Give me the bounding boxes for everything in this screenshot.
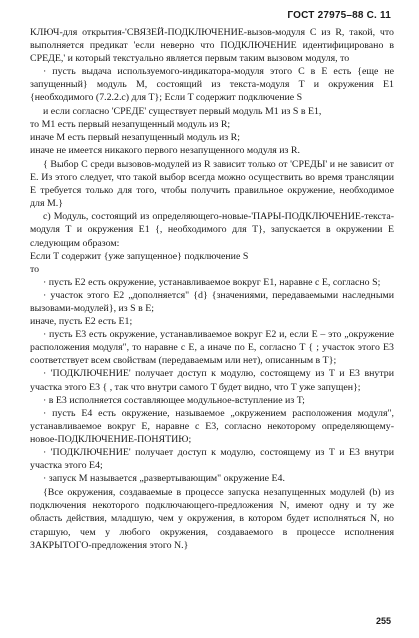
- paragraph-no-module: иначе не имеется никакого первого незапущенного модуля из R.: [30, 144, 300, 156]
- paragraph-access-e3: · 'ПОДКЛЮЧЕНИЕ' получает доступ к модулю, состоящему из T и E3 внутри участка этого E3 { , так что внутри самого T будет видно, что T уже запущен};: [30, 368, 394, 393]
- paragraph-if-t-contains: Если T содержит {уже запущенное} подключение S: [30, 250, 249, 262]
- paragraph-unfolding: · запуск M называется „развертывающим" окружение E4.: [43, 473, 285, 485]
- paragraph-m1-first: то M1 есть первый незапущенный модуль из R;: [30, 118, 231, 130]
- paragraph-then: то: [30, 263, 40, 275]
- page-number: 255: [375, 616, 391, 626]
- paragraph-module-c: c) Модуль, состоящий из определяющего-новые-'ПАРЫ-ПОДКЛЮЧЕНИЕ-текста-модуля T и окружения E1 {, необходимого для T}, запускается в окружении E следующим образом:: [30, 211, 394, 249]
- paragraph-e3-env: · пусть E3 есть окружение, устанавливаемое вокруг E2 и, если E – это „окружение расположения модуля", то наравне с E, а иначе по E, согласно T { ; участок этого E3 соответствует всем свойствам (передаваемым или нет), описанным в T};: [30, 329, 394, 367]
- paragraph-e4-env: · пусть E4 есть окружение, называемое „окружением расположения модуля", устанавливаемое вокруг E, наравне с E3, согласно некоторому определяющему-новое-ПОДКЛЮЧЕНИЕ-ПОНЯТИЮ;: [30, 407, 394, 445]
- paragraph-scope-note: {Все окружения, создаваемые в процессе запуска незапущенных модулей (b) из подключения некоторого подключающего-предложения N, имеют одну и ту же область действия, младшую, чем у окружения, в котором будет исполняться N, но старшую, чем у любого окружения, создаваемого в процессе исполнения ЗАКРЫТОГО-предложения этого N.}: [30, 487, 394, 551]
- paragraph-prelude: · в E3 исполняется составляющее модульное-вступление из T;: [43, 394, 305, 406]
- paragraph-module-output: · пусть выдача используемого-индикатора-модуля этого C в E есть {еще не запущенный} модуль M, состоящий из текста-модуля T и окружения E1 {необходимого (7.2.2.c) для T}; Если T содержит подключение S: [30, 66, 394, 104]
- paragraph-first-module-condition: и если согласно 'СРЕДЕ' существует первый модуль M1 из S в E1,: [43, 105, 322, 117]
- paragraph-e2-extended: · участок этого E2 „дополняется" {d} {значениями, передаваемыми наследными вызовами-модулей}, из S в E;: [30, 289, 394, 314]
- paragraph-choice-note: { Выбор C среди вызовов-модулей из R зависит только от 'СРЕДЫ' и не зависит от E. Из этого следует, что такой выбор всегда можно осуществить во время трансляции E требуется только для того, чтобы получить правильное окружение, необходимое для M.}: [30, 158, 394, 210]
- paragraph-else-e2: иначе, пусть E2 есть E1;: [30, 316, 133, 328]
- paragraph-access-e4: · 'ПОДКЛЮЧЕНИЕ' получает доступ к модулю, состоящему из T и E3 внутри участка этого E4;: [30, 447, 394, 472]
- paragraph-key-clause: КЛЮЧ-для открытия-'СВЯЗЕЙ-ПОДКЛЮЧЕНИЕ-вызов-модуля C из R, такой, что выполняется предикат 'если неверно что ПОДКЛЮЧЕНИЕ идентифицировано в СРЕДЕ,' и который текстуально является первым таким вызовом модуля, то: [30, 27, 394, 65]
- paragraph-m-first: иначе M есть первый незапущенный модуль из R;: [30, 131, 241, 143]
- document-body: [30, 26, 394, 552]
- paragraph-e2-env: · пусть E2 есть окружение, устанавливаемое вокруг E1, наравне с E, согласно S;: [43, 276, 381, 288]
- page-header: ГОСТ 27975–88 С. 11: [287, 10, 391, 21]
